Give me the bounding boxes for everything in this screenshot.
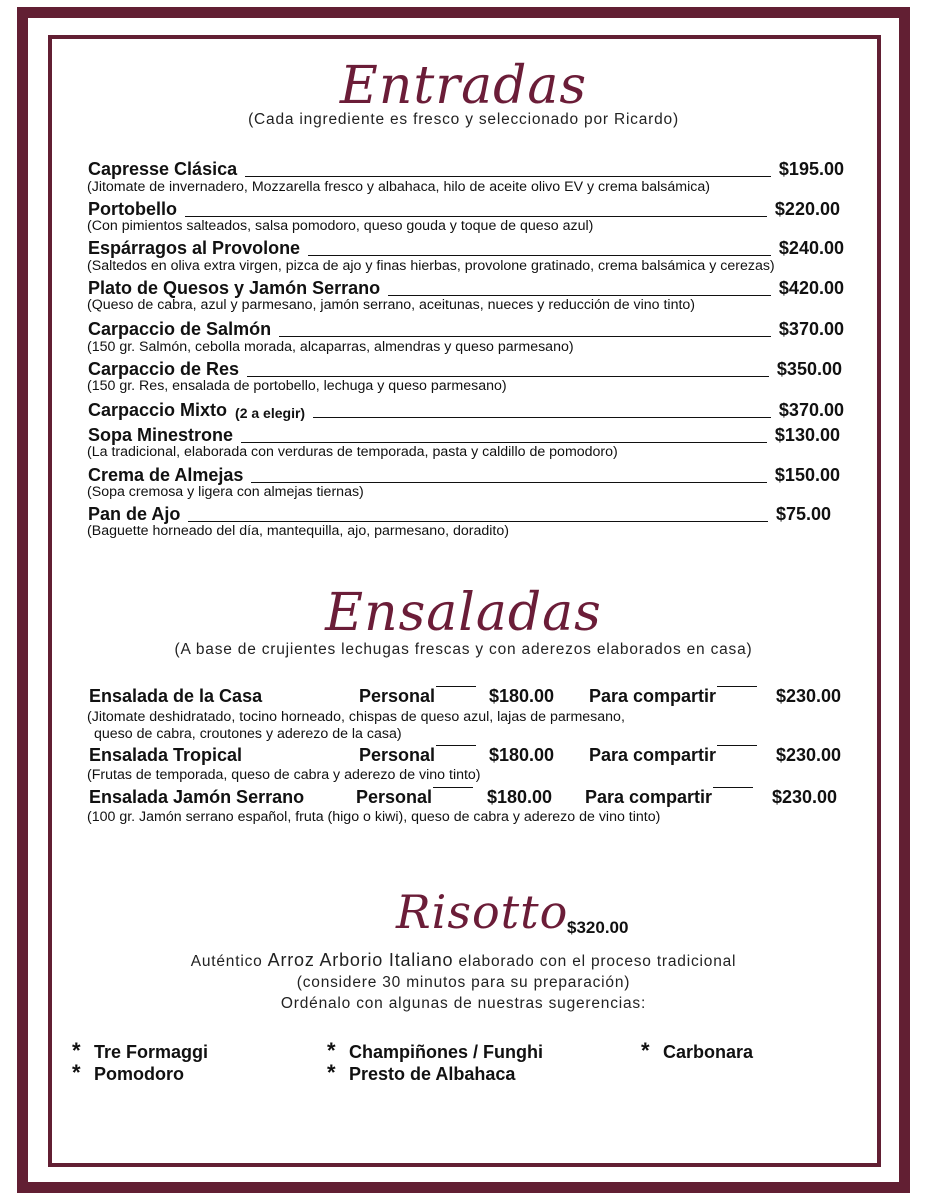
asterisk-icon: *	[641, 1038, 650, 1063]
leader-line	[308, 255, 771, 256]
share-label-text: Para compartir	[589, 686, 717, 706]
menu-item-sopa-minestrone	[88, 422, 840, 446]
leader-line	[188, 521, 768, 522]
risotto-desc-post: elaborado con el proceso tradicional	[458, 953, 737, 970]
personal-label	[356, 787, 432, 808]
personal-label-text: Personal	[356, 787, 433, 807]
salad-name: Ensalada Tropical	[89, 745, 243, 765]
share-price: $230.00	[776, 686, 842, 706]
menu-item-capresse	[88, 156, 844, 180]
menu-item-carpaccio-salmon	[88, 316, 844, 340]
risotto-price: $320.00	[567, 918, 629, 937]
item-price: $370.00	[778, 319, 844, 339]
risotto-option-carbonara	[641, 1038, 753, 1064]
item-name: Pan de Ajo	[88, 504, 181, 524]
item-description: (La tradicional, elaborada con verduras de temporada, pasta y caldillo de pomodoro)	[87, 444, 618, 460]
menu-item-pan-ajo	[88, 501, 831, 525]
menu-item-esparragos	[88, 235, 844, 259]
salad-row-tropical	[89, 745, 849, 769]
option-label: Champiñones / Funghi	[349, 1042, 543, 1062]
leader-line	[241, 442, 767, 443]
personal-price: $180.00	[487, 787, 553, 807]
entradas-subtitle: (Cada ingrediente es fresco y seleccionado por Ricardo)	[248, 111, 679, 128]
personal-label	[359, 745, 435, 766]
share-label-text: Para compartir	[585, 787, 713, 807]
leader-line	[279, 336, 771, 337]
personal-price: $180.00	[489, 686, 555, 706]
ensaladas-title: Ensaladas	[325, 583, 602, 643]
asterisk-icon: *	[72, 1038, 81, 1063]
item-name: Sopa Minestrone	[88, 425, 234, 445]
salad-name: Ensalada Jamón Serrano	[89, 787, 305, 807]
risotto-option-pomodoro	[72, 1060, 184, 1086]
asterisk-icon: *	[72, 1060, 81, 1085]
share-label	[589, 686, 716, 707]
item-description: (Jitomate de invernadero, Mozzarella fresco y albahaca, hilo de aceite olivo EV y crema balsámica)	[87, 179, 710, 195]
option-label: Tre Formaggi	[94, 1042, 209, 1062]
risotto-option-presto-albahaca	[327, 1060, 515, 1086]
leader-line	[313, 417, 771, 418]
personal-label	[359, 686, 435, 707]
item-description: (Con pimientos salteados, salsa pomodoro, queso gouda y toque de queso azul)	[87, 218, 594, 234]
item-description: (Baguette horneado del día, mantequilla, ajo, parmesano, doradito)	[87, 523, 509, 539]
item-price: $195.00	[778, 159, 844, 179]
item-name: Espárragos al Provolone	[88, 238, 301, 258]
item-price: $75.00	[775, 504, 831, 524]
blank-line	[713, 787, 753, 788]
blank-line	[717, 745, 757, 746]
leader-line	[388, 295, 771, 296]
leader-line	[245, 176, 771, 177]
item-note: (2 a elegir)	[235, 405, 306, 421]
asterisk-icon: *	[327, 1038, 336, 1063]
item-price: $220.00	[774, 199, 840, 219]
item-price: $130.00	[774, 425, 840, 445]
risotto-suggestions-intro: Ordénalo con algunas de nuestras sugerencias:	[280, 995, 647, 1012]
share-label	[585, 787, 712, 808]
item-price: $420.00	[778, 278, 844, 298]
salad-description: (Frutas de temporada, queso de cabra y aderezo de vino tinto)	[87, 767, 481, 783]
item-name: Crema de Almejas	[88, 465, 244, 485]
share-price: $230.00	[776, 745, 842, 765]
share-label-text: Para compartir	[589, 745, 717, 765]
item-price: $370.00	[778, 400, 844, 420]
asterisk-icon: *	[327, 1060, 336, 1085]
item-name: Plato de Quesos y Jamón Serrano	[88, 278, 381, 298]
item-name: Carpaccio de Salmón	[88, 319, 272, 339]
blank-line	[436, 745, 476, 746]
item-price: $150.00	[774, 465, 840, 485]
risotto-desc-highlight: Arroz Arborio Italiano	[267, 950, 454, 970]
salad-row-jamon-serrano	[89, 787, 849, 811]
item-name: Capresse Clásica	[88, 159, 238, 179]
salad-name: Ensalada de la Casa	[89, 686, 263, 706]
item-price: $350.00	[776, 359, 842, 379]
item-name: Carpaccio Mixto	[88, 400, 228, 420]
leader-line	[247, 376, 769, 377]
blank-line	[717, 686, 757, 687]
share-price: $230.00	[772, 787, 838, 807]
menu-item-carpaccio-mixto	[88, 397, 844, 421]
risotto-desc-pre: Auténtico	[190, 953, 263, 970]
option-label: Pomodoro	[94, 1064, 184, 1084]
salad-row-casa	[89, 686, 849, 710]
item-description: (150 gr. Res, ensalada de portobello, lechuga y queso parmesano)	[87, 378, 507, 394]
menu-item-portobello	[88, 196, 840, 220]
item-description: (Saltedos en oliva extra virgen, pizca de ajo y finas hierbas, provolone gratinado, crema balsámica y cerezas)	[87, 258, 775, 274]
item-description: (150 gr. Salmón, cebolla morada, alcaparras, almendras y queso parmesano)	[87, 339, 574, 355]
blank-line	[436, 686, 476, 687]
menu-item-crema-almejas	[88, 462, 840, 486]
option-label: Carbonara	[663, 1042, 754, 1062]
salad-description-cont: queso de cabra, croutones y aderezo de la casa)	[94, 726, 402, 742]
menu-item-plato-quesos	[88, 275, 844, 299]
item-description: (Queso de cabra, azul y parmesano, jamón serrano, aceitunas, nueces y reducción de vino tinto)	[87, 297, 696, 313]
personal-label-text: Personal	[359, 745, 436, 765]
risotto-prep-note: (considere 30 minutos para su preparación)	[296, 974, 631, 991]
personal-label-text: Personal	[359, 686, 436, 706]
item-price: $240.00	[778, 238, 844, 258]
share-label	[589, 745, 716, 766]
salad-description: (Jitomate deshidratado, tocino horneado, chispas de queso azul, lajas de parmesano,	[87, 709, 625, 725]
option-label: Presto de Albahaca	[349, 1064, 516, 1084]
leader-line	[251, 482, 767, 483]
personal-price: $180.00	[489, 745, 555, 765]
risotto-description	[0, 950, 927, 971]
ensaladas-subtitle: (A base de crujientes lechugas frescas y con aderezos elaborados en casa)	[174, 641, 753, 658]
item-name: Carpaccio de Res	[88, 359, 240, 379]
item-name: Portobello	[88, 199, 177, 219]
item-description: (Sopa cremosa y ligera con almejas tiernas)	[87, 484, 364, 500]
menu-item-carpaccio-res	[88, 356, 842, 380]
risotto-title: Risotto	[396, 885, 569, 939]
leader-line	[185, 216, 767, 217]
blank-line	[433, 787, 473, 788]
salad-description: (100 gr. Jamón serrano español, fruta (higo o kiwi), queso de cabra y aderezo de vino tinto)	[87, 809, 661, 825]
entradas-title: Entradas	[339, 56, 588, 116]
